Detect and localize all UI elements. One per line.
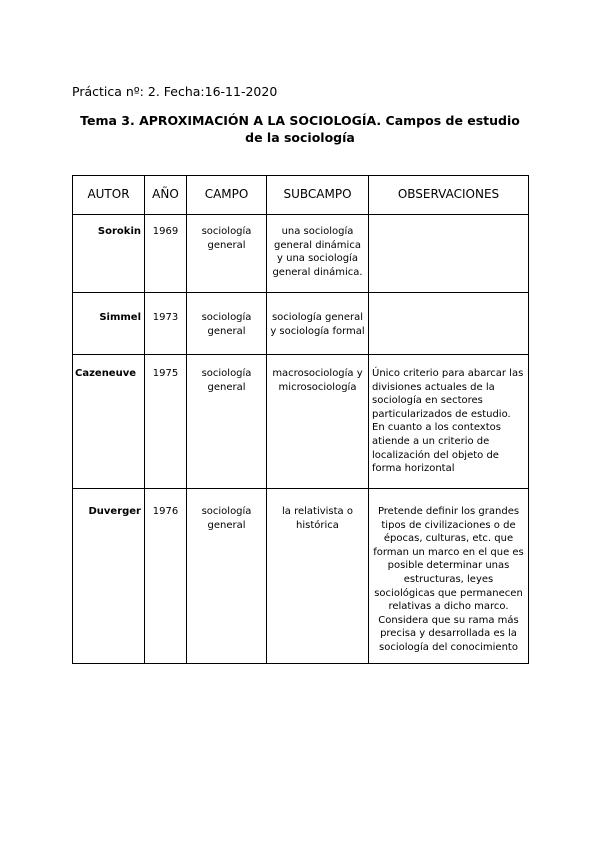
cell-observaciones: Pretende definir los grandes tipos de civilizaciones o de épocas, culturas, etc. que forman un marco en el que es posible determinar unas estructuras, leyes sociológicas que permanecen relativas a dicho marco. Considera que su rama más precisa y desarrollada es la sociología del conocimiento [369, 489, 529, 664]
cell-campo: sociología general [187, 355, 267, 489]
document-title: Tema 3. APROXIMACIÓN A LA SOCIOLOGÍA. Campos de estudio de la sociología [80, 113, 520, 145]
cell-autor: Duverger [73, 489, 145, 664]
cell-autor: Cazeneuve [73, 355, 145, 489]
authors-table [72, 175, 529, 664]
cell-observaciones [369, 215, 529, 293]
cell-anio: 1973 [145, 293, 187, 355]
cell-autor: Sorokin [73, 215, 145, 293]
cell-subcampo: macrosociología y microsociología [267, 355, 369, 489]
header-autor: AUTOR [73, 176, 145, 215]
cell-anio: 1975 [145, 355, 187, 489]
cell-anio: 1976 [145, 489, 187, 664]
cell-campo: sociología general [187, 489, 267, 664]
practice-meta: Práctica nº: 2. Fecha:16-11-2020 [72, 84, 278, 99]
cell-subcampo: una sociología general dinámica y una sociología general dinámica. [267, 215, 369, 293]
table-row [73, 293, 529, 355]
cell-anio: 1969 [145, 215, 187, 293]
header-subcampo: SUBCAMPO [267, 176, 369, 215]
cell-subcampo: sociología general y sociología formal [267, 293, 369, 355]
table-row [73, 489, 529, 664]
header-observaciones: OBSERVACIONES [369, 176, 529, 215]
table-header-row [73, 176, 529, 215]
cell-autor: Simmel [73, 293, 145, 355]
cell-campo: sociología general [187, 293, 267, 355]
header-campo: CAMPO [187, 176, 267, 215]
cell-observaciones: Único criterio para abarcar las divisiones actuales de la sociología en sectores particularizados de estudio. En cuanto a los contextos atiende a un criterio de localización del objeto de forma horizontal [369, 355, 529, 489]
cell-subcampo: la relativista o histórica [267, 489, 369, 664]
cell-campo: sociología general [187, 215, 267, 293]
cell-observaciones [369, 293, 529, 355]
table-row [73, 215, 529, 293]
header-anio: AÑO [145, 176, 187, 215]
table-row [73, 355, 529, 489]
